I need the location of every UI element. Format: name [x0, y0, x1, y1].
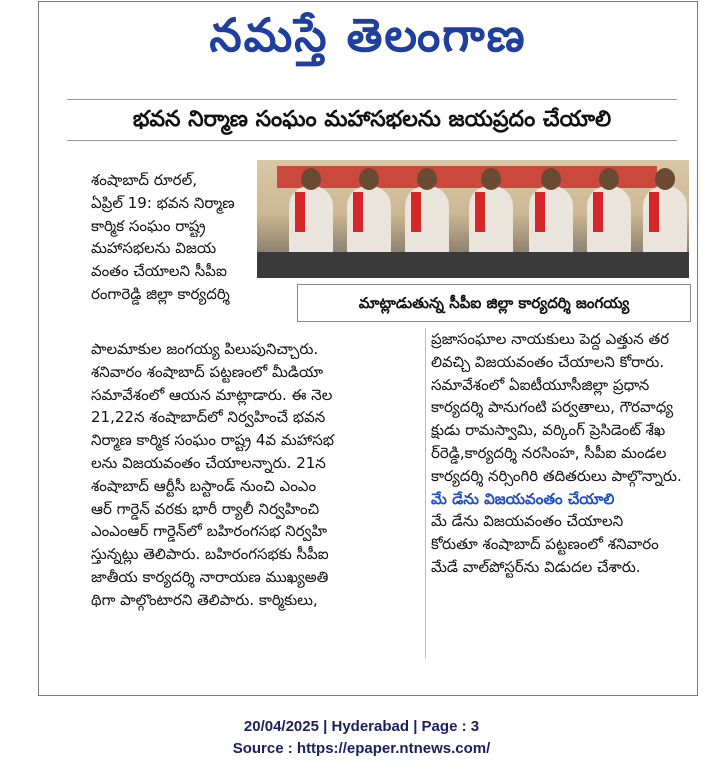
photo-person: [643, 186, 687, 258]
newspaper-clipping: [38, 1, 698, 696]
article-line: శంషాబాద్ రూరల్,: [91, 171, 197, 189]
article-headline: భవన నిర్మాణ సంఘం మహాసభలను జయప్రదం చేయాలి: [67, 99, 677, 141]
column-divider: [425, 328, 426, 658]
article-line: శనివారం శంషాబాద్ పట్టణంలో మీడియా: [91, 362, 324, 381]
article-line: ఏప్రిల్ 19: భవన నిర్మాణ: [91, 193, 235, 212]
article-line: ర్‌రెడ్డి,కార్యదర్శి నరసింహ, సీపీఐ మండల: [431, 443, 667, 462]
photo-person: [347, 186, 391, 258]
page-footer: [0, 716, 723, 760]
article-column-right: [431, 328, 698, 579]
article-line: మే డేను విజయవంతం చేయాలని: [431, 512, 624, 531]
masthead: [39, 2, 697, 82]
article-line: వంతం చేయాలని సీపీఐ: [91, 262, 227, 281]
article-line: లను విజయవంతం చేయాలన్నారు. 21న: [91, 453, 326, 472]
article-line: మేడే వాల్‌పోస్టర్‌ను విడుదల చేశారు.: [431, 557, 641, 576]
footer-source-line: Source : https://epaper.ntnews.com/: [232, 740, 491, 757]
article-line: కార్యదర్శి నర్సింగిరి తదితరులు పాల్గొన్నారు.: [431, 466, 682, 485]
article-line: సమావేశంలో ఏఐటీయూసీజిల్లా ప్రధాన: [431, 375, 650, 394]
photo-person: [405, 186, 449, 258]
article-line: కోరుతూ శంషాబాద్ పట్టణంలో శనివారం: [431, 535, 659, 554]
masthead-title: నమస్తే తెలంగాణ: [209, 8, 527, 62]
article-line: పాలమాకుల జంగయ్య పిలుపునిచ్చారు.: [91, 340, 319, 358]
article-column-left: [91, 338, 423, 612]
photo-person: [529, 186, 573, 258]
article-line: శంషాబాద్ ఆర్టీసీ బస్టాండ్ నుంచి ఎంఎం: [91, 476, 317, 495]
photo-person: [587, 186, 631, 258]
article-line: ఎంఎంఆర్ గార్డెన్‌లో బహిరంగసభ నిర్వహి: [91, 522, 327, 541]
article-paragraph: [431, 328, 698, 488]
article-line: ఆర్ గార్డెన్ వరకు భారీ ర్యాలీ నిర్వహించి: [91, 499, 320, 518]
photo-person: [469, 186, 513, 258]
photo-person: [289, 186, 333, 258]
article-line: కార్యదర్శి పానుగంటి పర్వతాలు, గౌరవాధ్య: [431, 398, 674, 417]
article-line: నిర్మాణ కార్మిక సంఘం రాష్ట్ర 4వ మహాసభ: [91, 431, 335, 450]
article-column-intro: [91, 169, 249, 306]
article-paragraph: [431, 510, 698, 578]
article-line: రంగారెడ్డి జిల్లా కార్యదర్శి: [91, 284, 230, 303]
article-line: స్తున్నట్లు తెలిపారు. బహిరంగసభకు సీపీఐ: [91, 545, 329, 564]
article-line: ప్రజాసంఘాల నాయకులు పెద్ద ఎత్తున తర: [431, 330, 670, 348]
footer-date-line: 20/04/2025 | Hyderabad | Page : 3: [243, 718, 480, 735]
article-line: థిగా పాల్గొంటారని తెలిపారు. కార్మికులు,: [91, 590, 318, 609]
article-line: మహాసభలను విజయ: [91, 239, 217, 258]
article-subhead: మే డేను విజయవంతం చేయాలి: [431, 489, 615, 508]
article-line: కార్మిక సంఘం రాష్ట్ర: [91, 216, 206, 235]
article-line: జాతీయ కార్యదర్శి నారాయణ ముఖ్యఅతి: [91, 567, 329, 586]
article-line: లివచ్చి విజయవంతం చేయాలని కోరారు.: [431, 352, 665, 371]
photo-caption: మాట్లాడుతున్న సీపీఐ జిల్లా కార్యదర్శి జంగయ్య: [297, 284, 691, 322]
article-line: 21,22న శంషాబాద్‌లో నిర్వహించే భవన: [91, 408, 326, 427]
news-photo: [257, 160, 689, 278]
photo-table: [257, 252, 689, 278]
article-line: క్షుడు రామస్వామి, వర్కింగ్ ప్రెసిడెంట్ శేఖ: [431, 421, 666, 440]
article-line: సమావేశంలో ఆయన మాట్లాడారు. ఈ నెల: [91, 385, 333, 404]
